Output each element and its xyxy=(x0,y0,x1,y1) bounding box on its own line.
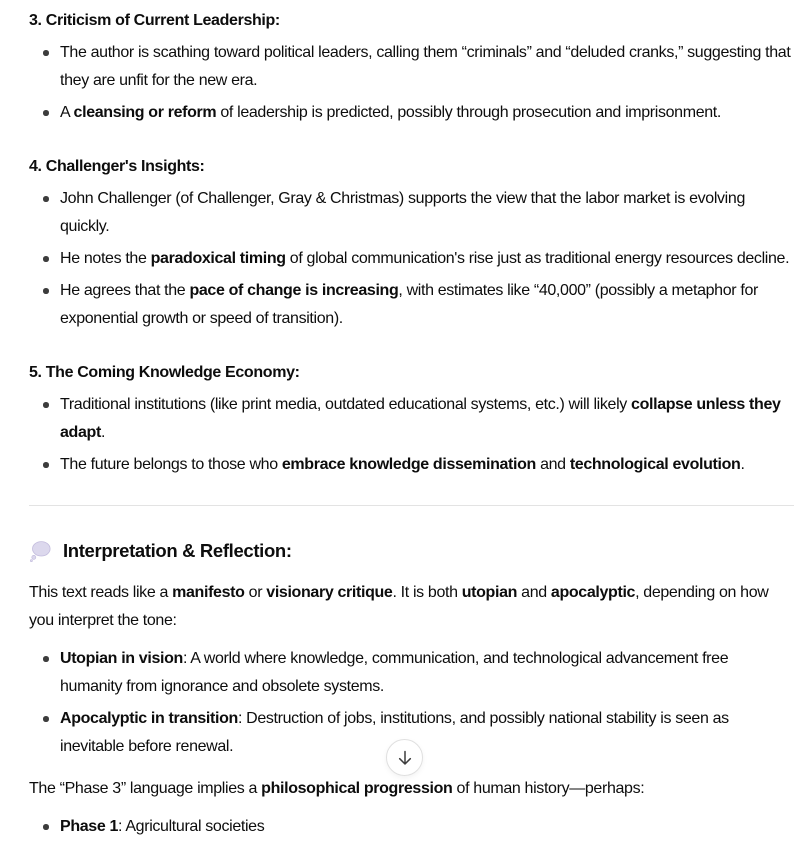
text-run: of global communication's rise just as traditional energy resources decline. xyxy=(285,250,790,267)
list-item xyxy=(29,277,794,333)
text-run: A xyxy=(60,104,74,121)
list-item xyxy=(29,645,794,701)
list-item xyxy=(29,39,794,95)
bold-text-run: technological evolution xyxy=(569,456,741,473)
text-run: and xyxy=(535,456,570,473)
bold-text-run: embrace knowledge dissemination xyxy=(281,456,536,473)
paragraph xyxy=(29,579,794,635)
text-run: He agrees that the xyxy=(60,282,190,299)
text-run: , with estimates like “40,000” (possibly a metaphor for exponential growth or speed of transition). xyxy=(60,282,758,327)
thought-balloon-icon xyxy=(29,540,52,563)
emoji-section-heading xyxy=(29,537,794,565)
section-divider xyxy=(29,505,794,506)
scroll-to-bottom-button[interactable] xyxy=(386,739,423,776)
bold-text-run: collapse unless they adapt xyxy=(60,396,781,441)
bullet-list xyxy=(29,813,794,841)
bold-text-run: pace of change is increasing xyxy=(189,282,399,299)
text-run: The “Phase 3” language implies a xyxy=(29,780,262,797)
list-item xyxy=(29,245,794,273)
text-run: . xyxy=(740,456,745,473)
text-run: John Challenger (of Challenger, Gray & Christmas) supports the view that the labor market is evolving quickly. xyxy=(60,190,745,235)
bold-text-run: 5. The Coming Knowledge Economy: xyxy=(29,364,300,381)
text-run: : Agricultural societies xyxy=(118,818,265,835)
text-run: of human history—perhaps: xyxy=(452,780,645,797)
text-run: This text reads like a xyxy=(29,584,173,601)
section-heading xyxy=(29,153,794,181)
bold-text-run: manifesto xyxy=(172,584,245,601)
list-item xyxy=(29,451,794,479)
bold-text-run: 3. Criticism of Current Leadership: xyxy=(29,12,280,29)
text-run: : Destruction of jobs, institutions, and possibly national stability is seen as inevitable before renewal. xyxy=(60,710,729,755)
bold-text-run: utopian xyxy=(461,584,518,601)
text-run: . It is both xyxy=(392,584,462,601)
paragraph xyxy=(29,775,794,803)
section-heading xyxy=(29,359,794,387)
heading-text xyxy=(63,537,292,565)
bullet-list xyxy=(29,185,794,333)
bullet-list xyxy=(29,39,794,127)
text-run: or xyxy=(244,584,267,601)
bold-text-run: Utopian in vision xyxy=(60,650,183,667)
text-run: and xyxy=(517,584,551,601)
list-item xyxy=(29,185,794,241)
arrow-down-icon xyxy=(395,748,415,768)
text-run: Traditional institutions (like print media, outdated educational systems, etc.) will likely xyxy=(60,396,632,413)
list-item xyxy=(29,813,794,841)
text-run: The future belongs to those who xyxy=(60,456,282,473)
section-heading xyxy=(29,7,794,35)
text-run: . xyxy=(100,424,106,441)
text-run: He notes the xyxy=(60,250,151,267)
text-run: The author is scathing toward political leaders, calling them “criminals” and “deluded cranks,” suggesting that they are unfit for the new era. xyxy=(60,44,791,89)
bold-text-run: cleansing or reform xyxy=(73,104,217,121)
bold-text-run: paradoxical timing xyxy=(150,250,286,267)
text-run: , depending on how you interpret the tone: xyxy=(29,584,769,629)
bold-text-run: apocalyptic xyxy=(550,584,636,601)
list-item xyxy=(29,99,794,127)
text-run: : A world where knowledge, communication, and technological advancement free humanity from ignorance and obsolete systems. xyxy=(60,650,729,695)
list-item xyxy=(29,391,794,447)
bold-text-run: philosophical progression xyxy=(261,780,453,797)
text-run: of leadership is predicted, possibly through prosecution and imprisonment. xyxy=(216,104,721,121)
bold-text-run: visionary critique xyxy=(266,584,393,601)
bold-text-run: Phase 1 xyxy=(60,818,119,835)
bold-text-run: 4. Challenger's Insights: xyxy=(29,158,205,175)
bullet-list xyxy=(29,391,794,479)
bold-text-run: Apocalyptic in transition xyxy=(60,710,238,727)
bold-text-run: Interpretation & Reflection: xyxy=(63,540,292,561)
